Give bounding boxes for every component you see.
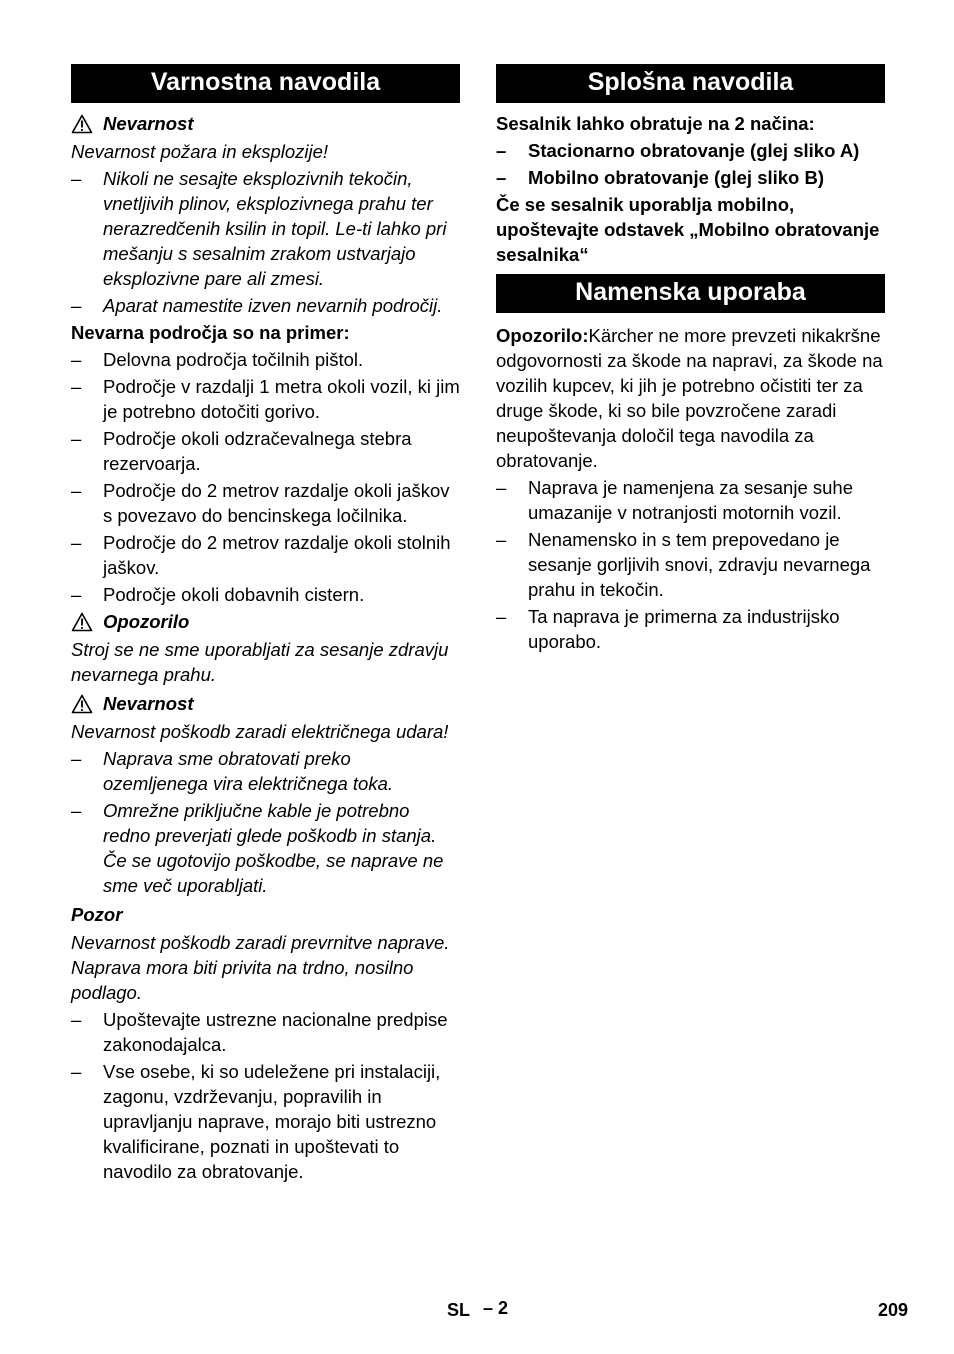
footer-language: SL bbox=[447, 1300, 471, 1320]
list-marker: – bbox=[71, 532, 82, 553]
warning-text: Stroj se ne sme uporabljati za sesanje zdravju nevarnega prahu. bbox=[71, 639, 449, 685]
caution-label: Pozor bbox=[71, 904, 123, 925]
list-marker: – bbox=[496, 167, 507, 188]
list-marker: – bbox=[71, 295, 82, 316]
list-item bbox=[71, 746, 460, 796]
left-column bbox=[71, 64, 460, 1186]
danger-label-2 bbox=[71, 691, 460, 716]
list-marker: – bbox=[71, 168, 82, 189]
operation-modes-list bbox=[496, 138, 885, 190]
list-item bbox=[71, 798, 460, 898]
list-item bbox=[496, 138, 885, 163]
warning-label-text: Opozorilo bbox=[103, 611, 190, 632]
list-item-text: Nikoli ne sesajte eksplozivnih tekočin, vnetljivih plinov, eksplozivnega prahu ter nerazredčenih ksilin in topil. Le-ti lahko pri mešanju s sesalnim zrakom ustvarjajo eksplozivne pare ali zmesi. bbox=[103, 168, 447, 289]
danger-text-2: Nevarnost poškodb zaradi električnega udara! bbox=[71, 721, 449, 742]
footer-section-number: – 2 bbox=[483, 1298, 509, 1318]
warning-triangle-icon bbox=[71, 114, 93, 134]
list-item bbox=[71, 1059, 460, 1184]
list-item-text: Področje v razdalji 1 metra okoli vozil, ki jim je potrebno dotočiti gorivo. bbox=[103, 376, 460, 422]
list-item-text: Vse osebe, ki so udeležene pri instalaciji, zagonu, vzdrževanju, popravilih in upravljanju naprave, morajo biti ustrezno kvalificirane, poznati in upoštevati to navodilo za obratovanje. bbox=[103, 1061, 441, 1182]
list-marker: – bbox=[71, 584, 82, 605]
section-heading-safety: Varnostna navodila bbox=[71, 64, 460, 103]
list-item bbox=[71, 1007, 460, 1057]
list-item-text: Področje do 2 metrov razdalje okoli jaškov s povezavo do bencinskega ločilnika. bbox=[103, 480, 450, 526]
danger-label-text: Nevarnost bbox=[103, 693, 194, 714]
page-number: 209 bbox=[878, 1300, 909, 1320]
list-item bbox=[71, 374, 460, 424]
list-item bbox=[71, 347, 460, 372]
list-item-text: Stacionarno obratovanje (glej sliko A) bbox=[528, 140, 860, 161]
warning-triangle-icon bbox=[71, 694, 93, 714]
list-item-text: Aparat namestite izven nevarnih področij. bbox=[103, 295, 443, 316]
right-column bbox=[496, 64, 885, 656]
list-item bbox=[71, 293, 460, 318]
list-item bbox=[496, 165, 885, 190]
list-marker: – bbox=[496, 477, 507, 498]
list-item bbox=[71, 530, 460, 580]
list-item bbox=[496, 604, 885, 654]
list-item-text: Naprava je namenjena za sesanje suhe umazanije v notranjosti motornih vozil. bbox=[528, 477, 853, 523]
list-item bbox=[71, 478, 460, 528]
list-item bbox=[496, 475, 885, 525]
list-marker: – bbox=[71, 800, 82, 821]
list-item-text: Področje okoli odzračevalnega stebra rezervoarja. bbox=[103, 428, 412, 474]
list-item bbox=[496, 527, 885, 602]
danger-list-2 bbox=[71, 746, 460, 898]
danger-label-1 bbox=[71, 111, 460, 136]
hazard-areas-list bbox=[71, 347, 460, 607]
list-item-text: Delovna področja točilnih pištol. bbox=[103, 349, 364, 370]
liability-notice bbox=[496, 323, 885, 473]
list-marker: – bbox=[71, 1009, 82, 1030]
intended-use-list bbox=[496, 475, 885, 654]
mobile-operation-note: Če se sesalnik uporablja mobilno, upoštevajte odstavek „Mobilno obratovanje sesalnika“ bbox=[496, 194, 880, 265]
list-item-text: Področje do 2 metrov razdalje okoli stolnih jaškov. bbox=[103, 532, 451, 578]
caution-text: Nevarnost poškodb zaradi prevrnitve naprave. Naprava mora biti privita na trdno, nosilno podlago. bbox=[71, 932, 450, 1003]
list-item-text: Omrežne priključne kable je potrebno redno preverjati glede poškodb in stanja. Če se ugotovijo poškodbe, se naprave ne sme več uporabljati. bbox=[103, 800, 444, 896]
warning-triangle-icon bbox=[71, 612, 93, 632]
warning-label bbox=[71, 609, 460, 634]
section-heading-general: Splošna navodila bbox=[496, 64, 885, 103]
list-marker: – bbox=[71, 480, 82, 501]
list-marker: – bbox=[71, 748, 82, 769]
hazard-areas-label: Nevarna področja so na primer: bbox=[71, 322, 350, 343]
list-item bbox=[71, 166, 460, 291]
list-item-text: Upoštevajte ustrezne nacionalne predpise zakonodajalca. bbox=[103, 1009, 448, 1055]
operation-modes-intro: Sesalnik lahko obratuje na 2 načina: bbox=[496, 113, 815, 134]
danger-list-1 bbox=[71, 166, 460, 318]
list-marker: – bbox=[71, 1061, 82, 1082]
list-item bbox=[71, 426, 460, 476]
danger-label-text: Nevarnost bbox=[103, 113, 194, 134]
caution-list bbox=[71, 1007, 460, 1184]
notice-text: Kärcher ne more prevzeti nikakršne odgovornosti za škode na napravi, za škode na vozilih kupcev, ki jih je potrebno očistiti ter za druge škode, ki so bile povzročene zaradi neupoštevanja določil tega navodila za obratovanje. bbox=[496, 325, 883, 471]
list-marker: – bbox=[71, 428, 82, 449]
list-marker: – bbox=[71, 376, 82, 397]
list-item-text: Ta naprava je primerna za industrijsko uporabo. bbox=[528, 606, 840, 652]
list-marker: – bbox=[496, 606, 507, 627]
list-marker: – bbox=[496, 529, 507, 550]
list-item-text: Mobilno obratovanje (glej sliko B) bbox=[528, 167, 825, 188]
list-item bbox=[71, 582, 460, 607]
section-heading-intended-use: Namenska uporaba bbox=[496, 274, 885, 313]
list-item-text: Nenamensko in s tem prepovedano je sesanje gorljivih snovi, zdravju nevarnega prahu in tekočin. bbox=[528, 529, 871, 600]
list-item-text: Naprava sme obratovati preko ozemljenega vira električnega toka. bbox=[103, 748, 393, 794]
list-item-text: Področje okoli dobavnih cistern. bbox=[103, 584, 365, 605]
list-marker: – bbox=[496, 140, 507, 161]
notice-label: Opozorilo: bbox=[496, 325, 589, 346]
danger-text-1: Nevarnost požara in eksplozije! bbox=[71, 141, 329, 162]
list-marker: – bbox=[71, 349, 82, 370]
